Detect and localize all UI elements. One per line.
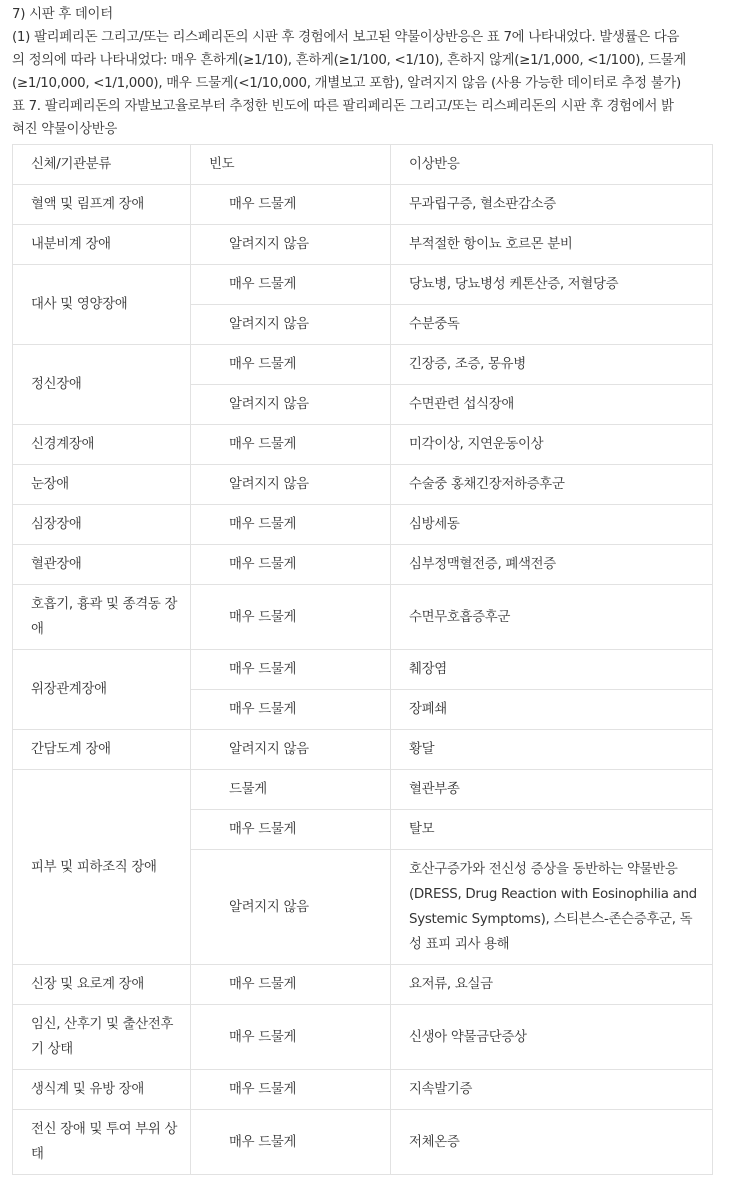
frequency-cell: 매우 드물게 xyxy=(191,965,391,1005)
organ-system-cell: 간담도계 장애 xyxy=(13,730,191,770)
table-row xyxy=(13,965,713,1005)
frequency-cell: 매우 드물게 xyxy=(191,690,391,730)
reaction-cell: 부적절한 항이뇨 호르몬 분비 xyxy=(391,225,713,265)
table-row xyxy=(13,505,713,545)
table-row xyxy=(13,1005,713,1070)
table-caption: 표 7. 팔리페리돈의 자발보고율로부터 추정한 빈도에 따른 팔리페리돈 그리고/또는 리스페리돈의 시판 후 경험에서 밝 xyxy=(12,99,674,114)
table-row xyxy=(13,465,713,505)
reaction-cell: 긴장증, 조증, 몽유병 xyxy=(391,345,713,385)
table-row xyxy=(13,1070,713,1110)
frequency-cell: 알려지지 않음 xyxy=(191,225,391,265)
frequency-cell: 매우 드물게 xyxy=(191,425,391,465)
frequency-cell: 매우 드물게 xyxy=(191,185,391,225)
reaction-cell: 췌장염 xyxy=(391,650,713,690)
reaction-cell: 신생아 약물금단증상 xyxy=(391,1005,713,1070)
table-row xyxy=(13,730,713,770)
reaction-cell: 요저류, 요실금 xyxy=(391,965,713,1005)
reaction-cell: 심부정맥혈전증, 폐색전증 xyxy=(391,545,713,585)
organ-system-cell: 위장관계장애 xyxy=(13,650,191,730)
organ-system-cell: 생식계 및 유방 장애 xyxy=(13,1070,191,1110)
table-row xyxy=(13,225,713,265)
table-row xyxy=(13,1110,713,1175)
reaction-cell: 무과립구증, 혈소판감소증 xyxy=(391,185,713,225)
organ-system-cell: 신장 및 요로계 장애 xyxy=(13,965,191,1005)
organ-system-cell: 대사 및 영양장애 xyxy=(13,265,191,345)
table-body xyxy=(13,145,713,1175)
organ-system-cell: 눈장애 xyxy=(13,465,191,505)
intro-line: (1) 팔리페리돈 그리고/또는 리스페리돈의 시판 후 경험에서 보고된 약물이상반응은 표 7에 나타내었다. 발생률은 다음 xyxy=(12,30,680,45)
table-row xyxy=(13,345,713,385)
organ-system-cell: 혈액 및 림프계 장애 xyxy=(13,185,191,225)
table-row xyxy=(13,585,713,650)
table-row xyxy=(13,265,713,305)
reaction-cell: 장폐쇄 xyxy=(391,690,713,730)
reaction-cell: 수분중독 xyxy=(391,305,713,345)
frequency-cell: 매우 드물게 xyxy=(191,545,391,585)
reaction-cell: 심방세동 xyxy=(391,505,713,545)
table-row xyxy=(13,545,713,585)
frequency-cell: 매우 드물게 xyxy=(191,810,391,850)
frequency-cell: 알려지지 않음 xyxy=(191,385,391,425)
frequency-cell: 매우 드물게 xyxy=(191,505,391,545)
reaction-cell: 탈모 xyxy=(391,810,713,850)
table-caption: 혀진 약물이상반응 xyxy=(12,122,118,137)
frequency-cell: 매우 드물게 xyxy=(191,265,391,305)
header-reaction: 이상반응 xyxy=(391,145,713,185)
table-row xyxy=(13,650,713,690)
adverse-reactions-table xyxy=(12,144,713,1175)
intro-line: 의 정의에 따라 나타내었다: 매우 흔하게(≥1/10), 흔하게(≥1/100, <1/10), 흔하지 않게(≥1/1,000, <1/100), 드물게 xyxy=(12,53,686,68)
frequency-cell: 매우 드물게 xyxy=(191,345,391,385)
reaction-cell: 수면관련 섭식장애 xyxy=(391,385,713,425)
reaction-cell: 지속발기증 xyxy=(391,1070,713,1110)
frequency-cell: 매우 드물게 xyxy=(191,585,391,650)
organ-system-cell: 내분비계 장애 xyxy=(13,225,191,265)
table-header-row xyxy=(13,145,713,185)
reaction-cell: 수술중 홍채긴장저하증후군 xyxy=(391,465,713,505)
frequency-cell: 매우 드물게 xyxy=(191,1005,391,1070)
reaction-cell: 호산구증가와 전신성 증상을 동반하는 약물반응 (DRESS, Drug Reaction with Eosinophilia and Systemic Symptoms), 스티븐스-존슨증후군, 독성 표피 괴사 용해 xyxy=(391,850,713,965)
intro-section xyxy=(12,3,723,141)
table-row xyxy=(13,770,713,810)
organ-system-cell: 임신, 산후기 및 출산전후기 상태 xyxy=(13,1005,191,1070)
frequency-cell: 드물게 xyxy=(191,770,391,810)
organ-system-cell: 전신 장애 및 투여 부위 상태 xyxy=(13,1110,191,1175)
intro-line: (≥1/10,000, <1/1,000), 매우 드물게(<1/10,000, 개별보고 포함), 알려지지 않음 (사용 가능한 데이터로 추정 불가) xyxy=(12,76,681,91)
reaction-cell: 혈관부종 xyxy=(391,770,713,810)
frequency-cell: 매우 드물게 xyxy=(191,1070,391,1110)
section-title: 7) 시판 후 데이터 xyxy=(12,7,113,22)
organ-system-cell: 정신장애 xyxy=(13,345,191,425)
organ-system-cell: 피부 및 피하조직 장애 xyxy=(13,770,191,965)
reaction-cell: 미각이상, 지연운동이상 xyxy=(391,425,713,465)
header-frequency: 빈도 xyxy=(191,145,391,185)
reaction-cell: 황달 xyxy=(391,730,713,770)
organ-system-cell: 신경계장애 xyxy=(13,425,191,465)
frequency-cell: 매우 드물게 xyxy=(191,1110,391,1175)
table-row xyxy=(13,185,713,225)
reaction-cell: 수면무호흡증후군 xyxy=(391,585,713,650)
frequency-cell: 알려지지 않음 xyxy=(191,730,391,770)
frequency-cell: 매우 드물게 xyxy=(191,650,391,690)
organ-system-cell: 호흡기, 흉곽 및 종격동 장애 xyxy=(13,585,191,650)
organ-system-cell: 혈관장애 xyxy=(13,545,191,585)
frequency-cell: 알려지지 않음 xyxy=(191,305,391,345)
reaction-cell: 저체온증 xyxy=(391,1110,713,1175)
reaction-cell: 당뇨병, 당뇨병성 케톤산증, 저혈당증 xyxy=(391,265,713,305)
organ-system-cell: 심장장애 xyxy=(13,505,191,545)
header-system: 신체/기관분류 xyxy=(13,145,191,185)
frequency-cell: 알려지지 않음 xyxy=(191,465,391,505)
table-row xyxy=(13,425,713,465)
frequency-cell: 알려지지 않음 xyxy=(191,850,391,965)
